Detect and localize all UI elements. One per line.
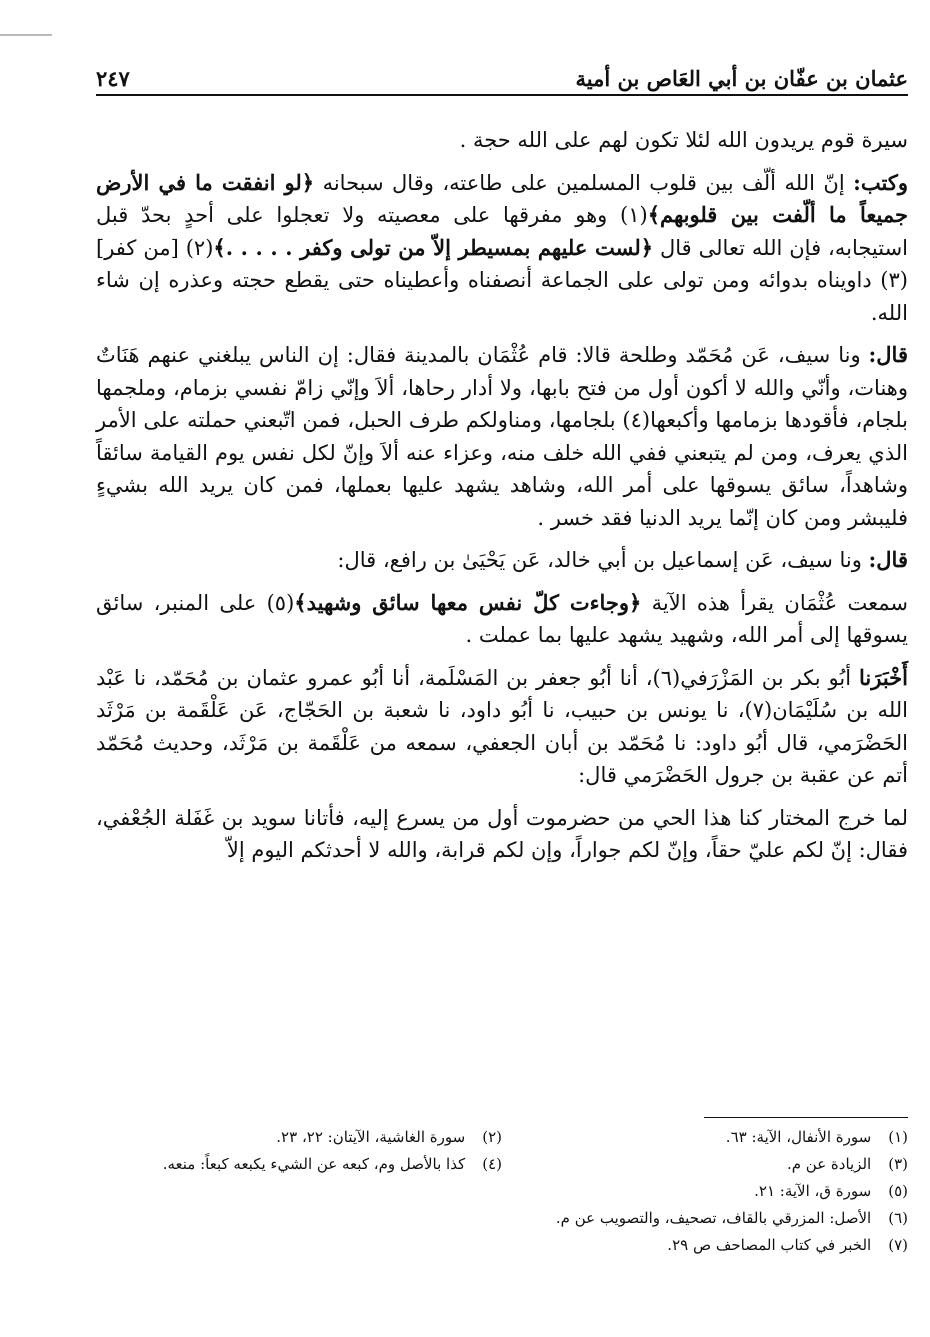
footnote-number: (٢) <box>482 1128 502 1146</box>
footnote-text: سورة الأنفال، الآية: ٦٣. <box>725 1128 872 1146</box>
paragraph-text: سيرة قوم يريدون الله لئلا تكون لهم على الله حجة . <box>459 128 908 152</box>
paragraph-tag: وكتب: <box>853 169 909 195</box>
paragraph <box>96 167 908 330</box>
paragraph <box>96 124 908 157</box>
paragraph-text: (٢) [من كفر] (٣) داويناه بدوائه ومن تولى على الجماعة أنصفناه وأعطيناه حتى يقطع حجته وعذره إن شاء الله. <box>96 235 908 325</box>
paragraph-text: لما خرج المختار كنا هذا الحي من حضرموت أول من يسرع إليه، فأتانا سويد بن غَفَلة الجُعْفي، فقال: إنّ لكم عليّ حقاً، وإنّ لكم جواراً، وإن لكم قرابة، والله لا أحدثكم اليوم إلاّ <box>96 805 908 862</box>
scan-edge-mark <box>0 34 52 36</box>
footnote-number: (٣) <box>888 1155 908 1173</box>
footnote-number: (٥) <box>888 1182 908 1200</box>
footnote-number: (٤) <box>482 1155 502 1173</box>
footnote-text: سورة ق، الآية: ٢١. <box>754 1182 872 1200</box>
footnote-text: سورة الغاشية، الآيتان: ٢٢، ٢٣. <box>276 1128 466 1146</box>
paragraph-text: ونا سيف، عَن إسماعيل بن أبي خالد، عَن يَحْيَىٰ بن رافع، قال: <box>337 548 869 572</box>
main-text <box>96 124 908 877</box>
paragraph <box>96 587 908 652</box>
footnote <box>96 1124 502 1151</box>
footnote <box>502 1151 908 1178</box>
paragraph <box>96 662 908 792</box>
footnotes <box>96 1124 908 1259</box>
paragraph-tag: قال: <box>868 547 908 572</box>
footnote-row <box>96 1151 908 1178</box>
page-header <box>96 60 908 96</box>
paragraph-text: ونا سيف، عَن مُحَمّد وطلحة قالا: قام عُثْمَان بالمدينة فقال: إن الناس يبلغني عنهم هَنَاتٌ وهنات، وأنّي والله لا أكون أول من فتح بابها، ولا أدار رحاها، ألاَ وإنّي زامّ نفسي بزمام، وملجمها بلجام، فأقودها بزمامها وأكبعها(٤) بلجامها، ومناولكم طرف الحبل، فمن اتّبعني حملته على الأمر الذي يعرف، ومن لم يتبعني ففي الله خلف منه، وعزاء عنه ألاَ وإنّ لكل نفس يوم القيامة سائقاً وشاهداً، سائق يسوقها على أمر الله، وشاهد يشهد عليها بعملها، فمن كان يريد الله بشيءٍ فليبشر ومن كان إنّما يريد الدنيا فقد خسر . <box>96 343 908 530</box>
footnote-text: كذا بالأصل وم، كبعه عن الشيء يكبعه كبعاً: منعه. <box>162 1155 466 1173</box>
footnote-number: (١) <box>888 1128 908 1146</box>
paragraph <box>96 544 908 577</box>
footnote <box>96 1151 502 1178</box>
paragraph-tag: أَخْبَرَنا <box>859 664 908 690</box>
footnote-text: الأصل: المزرقي بالقاف، تصحيف، والتصويب عن م. <box>555 1209 872 1227</box>
page-number: ٢٤٧ <box>96 66 130 91</box>
footnote-divider <box>704 1117 908 1118</box>
paragraph <box>96 802 908 867</box>
footnote-text: الزيادة عن م. <box>786 1155 872 1173</box>
quran-quote: ﴿لست عليهم بمسيطر إلاّ من تولى وكفر . . . . .﴾ <box>213 234 654 260</box>
footnote <box>96 1232 908 1259</box>
running-title: عثمان بن عفّان بن أبي العَاص بن أمية <box>575 66 908 91</box>
paragraph-text: أبُو بكر بن المَزْرَفي(٦)، أنا أبُو جعفر بن المَسْلَمة، أنا أبُو عمرو عثمان بن مُحَمّد، نا عَبْد الله بن سُلَيْمَان(٧)، نا يونس بن حبيب، نا أبُو داود، نا شعبة بن الحَجّاج، عَن عَلْقَمة بن مَرْثَد الحَضْرَمي، قال أبُو داود: نا مُحَمّد بن أبان الجعفي، سمعه من عَلْقَمة بن مَرْثَد، وحديث مُحَمّد أتم عن عقبة بن جرول الحَضْرَمي قال: <box>96 665 909 787</box>
paragraph <box>96 339 908 534</box>
quran-quote: ﴿لو انفقت ما في الأرض جميعاً ما ألّفت بين قلوبهم﴾ <box>96 169 908 227</box>
paragraph-text: (٥) على المنبر، سائق يسوقها إلى أمر الله، وشهيد يشهد عليها بما عملت . <box>96 590 908 647</box>
paragraph-tag: قال: <box>868 342 908 367</box>
footnote <box>96 1205 908 1232</box>
paragraph-text: (١) وهو مفرقها على معصيته ولا تعجلوا على أحدٍ بحدّ قبل استيجابه، فإن الله تعالى قال <box>96 203 909 260</box>
quran-quote: ﴿وجاءت كلّ نفس معها سائق وشهيد﴾ <box>294 589 642 615</box>
paragraph-text: إنّ الله ألّف بين قلوب المسلمين على طاعته، وقال سبحانه <box>314 170 854 195</box>
footnote-number: (٦) <box>888 1209 908 1227</box>
footnote-number: (٧) <box>888 1236 908 1254</box>
footnote <box>96 1178 908 1205</box>
footnote-text: الخبر في كتاب المصاحف ص ٢٩. <box>667 1236 872 1254</box>
footnote-row <box>96 1124 908 1151</box>
footnote <box>502 1124 908 1151</box>
paragraph-text: سمعت عُثْمَان يقرأ هذه الآية <box>641 590 908 615</box>
